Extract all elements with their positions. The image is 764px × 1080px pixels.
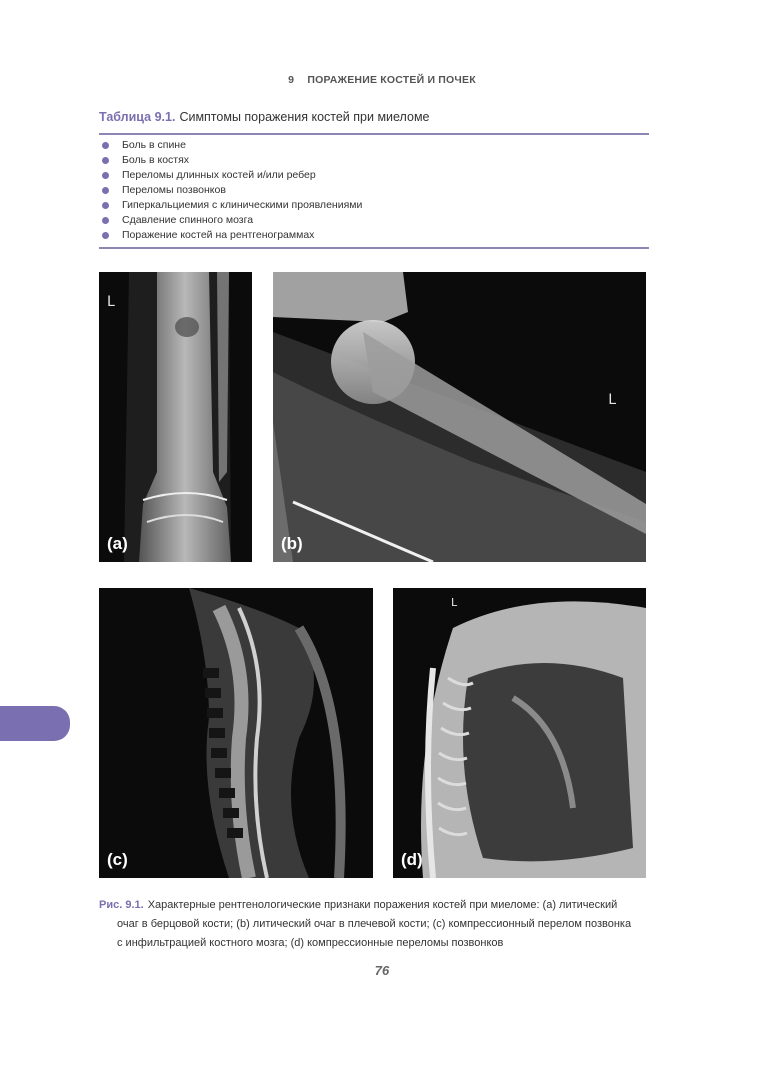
bullet-icon	[102, 142, 109, 149]
bullet-icon	[102, 172, 109, 179]
list-item-text: Сдавление спинного мозга	[122, 214, 254, 226]
chapter-thumb-tab	[0, 706, 70, 741]
table-bottom-rule	[99, 247, 649, 249]
list-item	[102, 228, 362, 243]
running-header	[0, 74, 764, 86]
chest-xray-image	[393, 588, 646, 878]
side-marker: L	[451, 596, 458, 609]
spine-mri-image	[99, 588, 373, 878]
bullet-icon	[102, 232, 109, 239]
caption-line: очаг в берцовой кости; (b) литический очаг в плечевой кости; (c) компрессионный перелом позвонка	[117, 918, 632, 930]
panel-label-d: (d)	[401, 850, 423, 869]
table-title	[99, 110, 430, 124]
list-item-text: Боль в спине	[122, 139, 186, 151]
caption-text: Характерные рентгенологические признаки поражения костей при миеломе: (a) литический	[147, 899, 618, 911]
list-item	[102, 213, 362, 228]
caption-line: с инфильтрацией костного мозга; (d) компрессионные переломы позвонков	[117, 937, 504, 949]
chapter-number: 9	[288, 74, 295, 86]
list-item	[102, 138, 362, 153]
bullet-icon	[102, 217, 109, 224]
panel-label-b: (b)	[281, 534, 303, 553]
bullet-icon	[102, 202, 109, 209]
tibia-xray-image	[99, 272, 252, 562]
xray-panel-b	[273, 272, 646, 562]
list-item-text: Боль в костях	[122, 154, 190, 166]
list-item	[102, 183, 362, 198]
list-item	[102, 168, 362, 183]
page-number: 76	[374, 963, 390, 978]
caption-line	[99, 896, 651, 915]
xray-panel-d	[393, 588, 646, 878]
side-marker: L	[107, 294, 115, 310]
xray-panel-c	[99, 588, 373, 878]
list-item	[102, 153, 362, 168]
list-item	[102, 198, 362, 213]
table-label: Таблица 9.1.	[99, 110, 176, 124]
chapter-title: ПОРАЖЕНИЕ КОСТЕЙ И ПОЧЕК	[307, 74, 476, 86]
list-item-text: Переломы позвонков	[122, 184, 226, 196]
panel-label-a: (a)	[107, 534, 128, 553]
list-item-text: Поражение костей на рентгенограммах	[122, 229, 315, 241]
bullet-icon	[102, 187, 109, 194]
xray-panel-a	[99, 272, 252, 562]
humerus-xray-image	[273, 272, 646, 562]
side-marker: L	[608, 392, 616, 408]
list-item-text: Переломы длинных костей и/или ребер	[122, 169, 316, 181]
table-top-rule	[99, 133, 649, 135]
panel-label-c: (c)	[107, 850, 128, 869]
figure-label: Рис. 9.1.	[99, 899, 144, 911]
bullet-icon	[102, 157, 109, 164]
list-item-text: Гиперкальциемия с клиническими проявлениями	[122, 199, 363, 211]
figure-caption	[99, 896, 651, 953]
symptom-list	[102, 138, 362, 243]
table-title-text: Симптомы поражения костей при миеломе	[179, 110, 430, 124]
